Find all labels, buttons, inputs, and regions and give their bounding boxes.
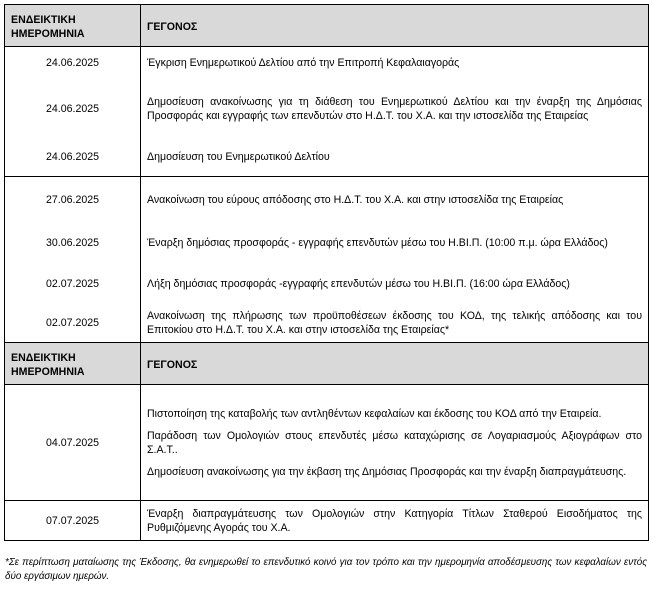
table-row: [5, 47, 649, 79]
row-event: Δημοσίευση ανακοίνωσης για τη διάθεση του Ενημερωτικού Δελτίου και την έναρξη της Δημόσιας Προσφοράς και εγγραφής των επενδυτών στο Η.Δ.Τ. του Χ.Α. και την ιστοσελίδα της Εταιρείας: [141, 79, 649, 139]
table-row: [5, 501, 649, 541]
row-event: Δημοσίευση του Ενημερωτικού Δελτίου: [141, 139, 649, 177]
row-date: 04.07.2025: [5, 385, 141, 501]
row-date: 27.06.2025: [5, 177, 141, 223]
row-event: Λήξη δημόσιας προσφοράς -εγγραφής επενδυτών μέσω του Η.ΒΙ.Π. (16:00 ώρα Ελλάδος): [141, 263, 649, 305]
header-event: ΓΕΓΟΝΟΣ: [141, 343, 649, 385]
event-paragraph: Πιστοποίηση της καταβολής των αντληθέντων κεφαλαίων και έκδοσης του ΚΟΔ από την Εταιρεία.: [147, 407, 602, 420]
table-row: [5, 177, 649, 223]
row-date: 24.06.2025: [5, 79, 141, 139]
table-row: [5, 385, 649, 501]
table-row: [5, 139, 649, 177]
footnote: *Σε περίπτωση ματαίωσης της Έκδοσης, θα ενημερωθεί το επενδυτικό κοινό για τον τρόπο και την ημερομηνία αποδέσμευσης των κεφαλαίων εντός δύο εργάσιμων ημερών.: [5, 557, 647, 582]
row-event-group: [141, 385, 649, 501]
row-event: Έγκριση Ενημερωτικού Δελτίου από την Επιτροπή Κεφαλαιαγοράς: [141, 47, 649, 79]
row-date: 24.06.2025: [5, 139, 141, 177]
timetable: [4, 4, 649, 541]
row-event: Έναρξη δημόσιας προσφοράς - εγγραφής επενδυτών μέσω του Η.ΒΙ.Π. (10:00 π.μ. ώρα Ελλάδος): [141, 223, 649, 263]
table-row: [5, 223, 649, 263]
header-date: ΕΝΔΕΙΚΤΙΚΗ ΗΜΕΡΟΜΗΝΙΑ: [5, 343, 141, 385]
header-event: ΓΕΓΟΝΟΣ: [141, 5, 649, 47]
row-date: 30.06.2025: [5, 223, 141, 263]
row-date: 24.06.2025: [5, 47, 141, 79]
row-event: Ανακοίνωση του εύρους απόδοσης στο Η.Δ.Τ. του Χ.Α. και στην ιστοσελίδα της Εταιρείας: [141, 177, 649, 223]
row-date: 07.07.2025: [5, 501, 141, 541]
table-row: [5, 79, 649, 139]
table-row: [5, 305, 649, 343]
row-date: 02.07.2025: [5, 263, 141, 305]
header-date: ΕΝΔΕΙΚΤΙΚΗ ΗΜΕΡΟΜΗΝΙΑ: [5, 5, 141, 47]
row-event: Έναρξη διαπραγμάτευσης των Ομολογιών στην Κατηγορία Τίτλων Σταθερού Εισοδήματος της Ρυθμιζόμενης Αγοράς του Χ.Α.: [141, 501, 649, 541]
event-paragraph: Παράδοση των Ομολογιών στους επενδυτές μέσω καταχώρισης σε Λογαριασμούς Αξιογράφων στο Σ.Α.Τ..: [147, 429, 642, 456]
table-row: [5, 263, 649, 305]
row-date: 02.07.2025: [5, 305, 141, 343]
table-header: [5, 5, 649, 47]
event-paragraph: Δημοσίευση ανακοίνωσης για την έκβαση της Δημόσιας Προσφοράς και την έναρξη διαπραγμάτευσης.: [147, 465, 627, 478]
table-header: [5, 343, 649, 385]
row-event: Ανακοίνωση της πλήρωσης των προϋποθέσεων έκδοσης του ΚΟΔ, της τελικής απόδοσης και του Επιτοκίου στο Η.Δ.Τ. του Χ.Α. και στην ιστοσελίδα της Εταιρείας*: [141, 305, 649, 343]
